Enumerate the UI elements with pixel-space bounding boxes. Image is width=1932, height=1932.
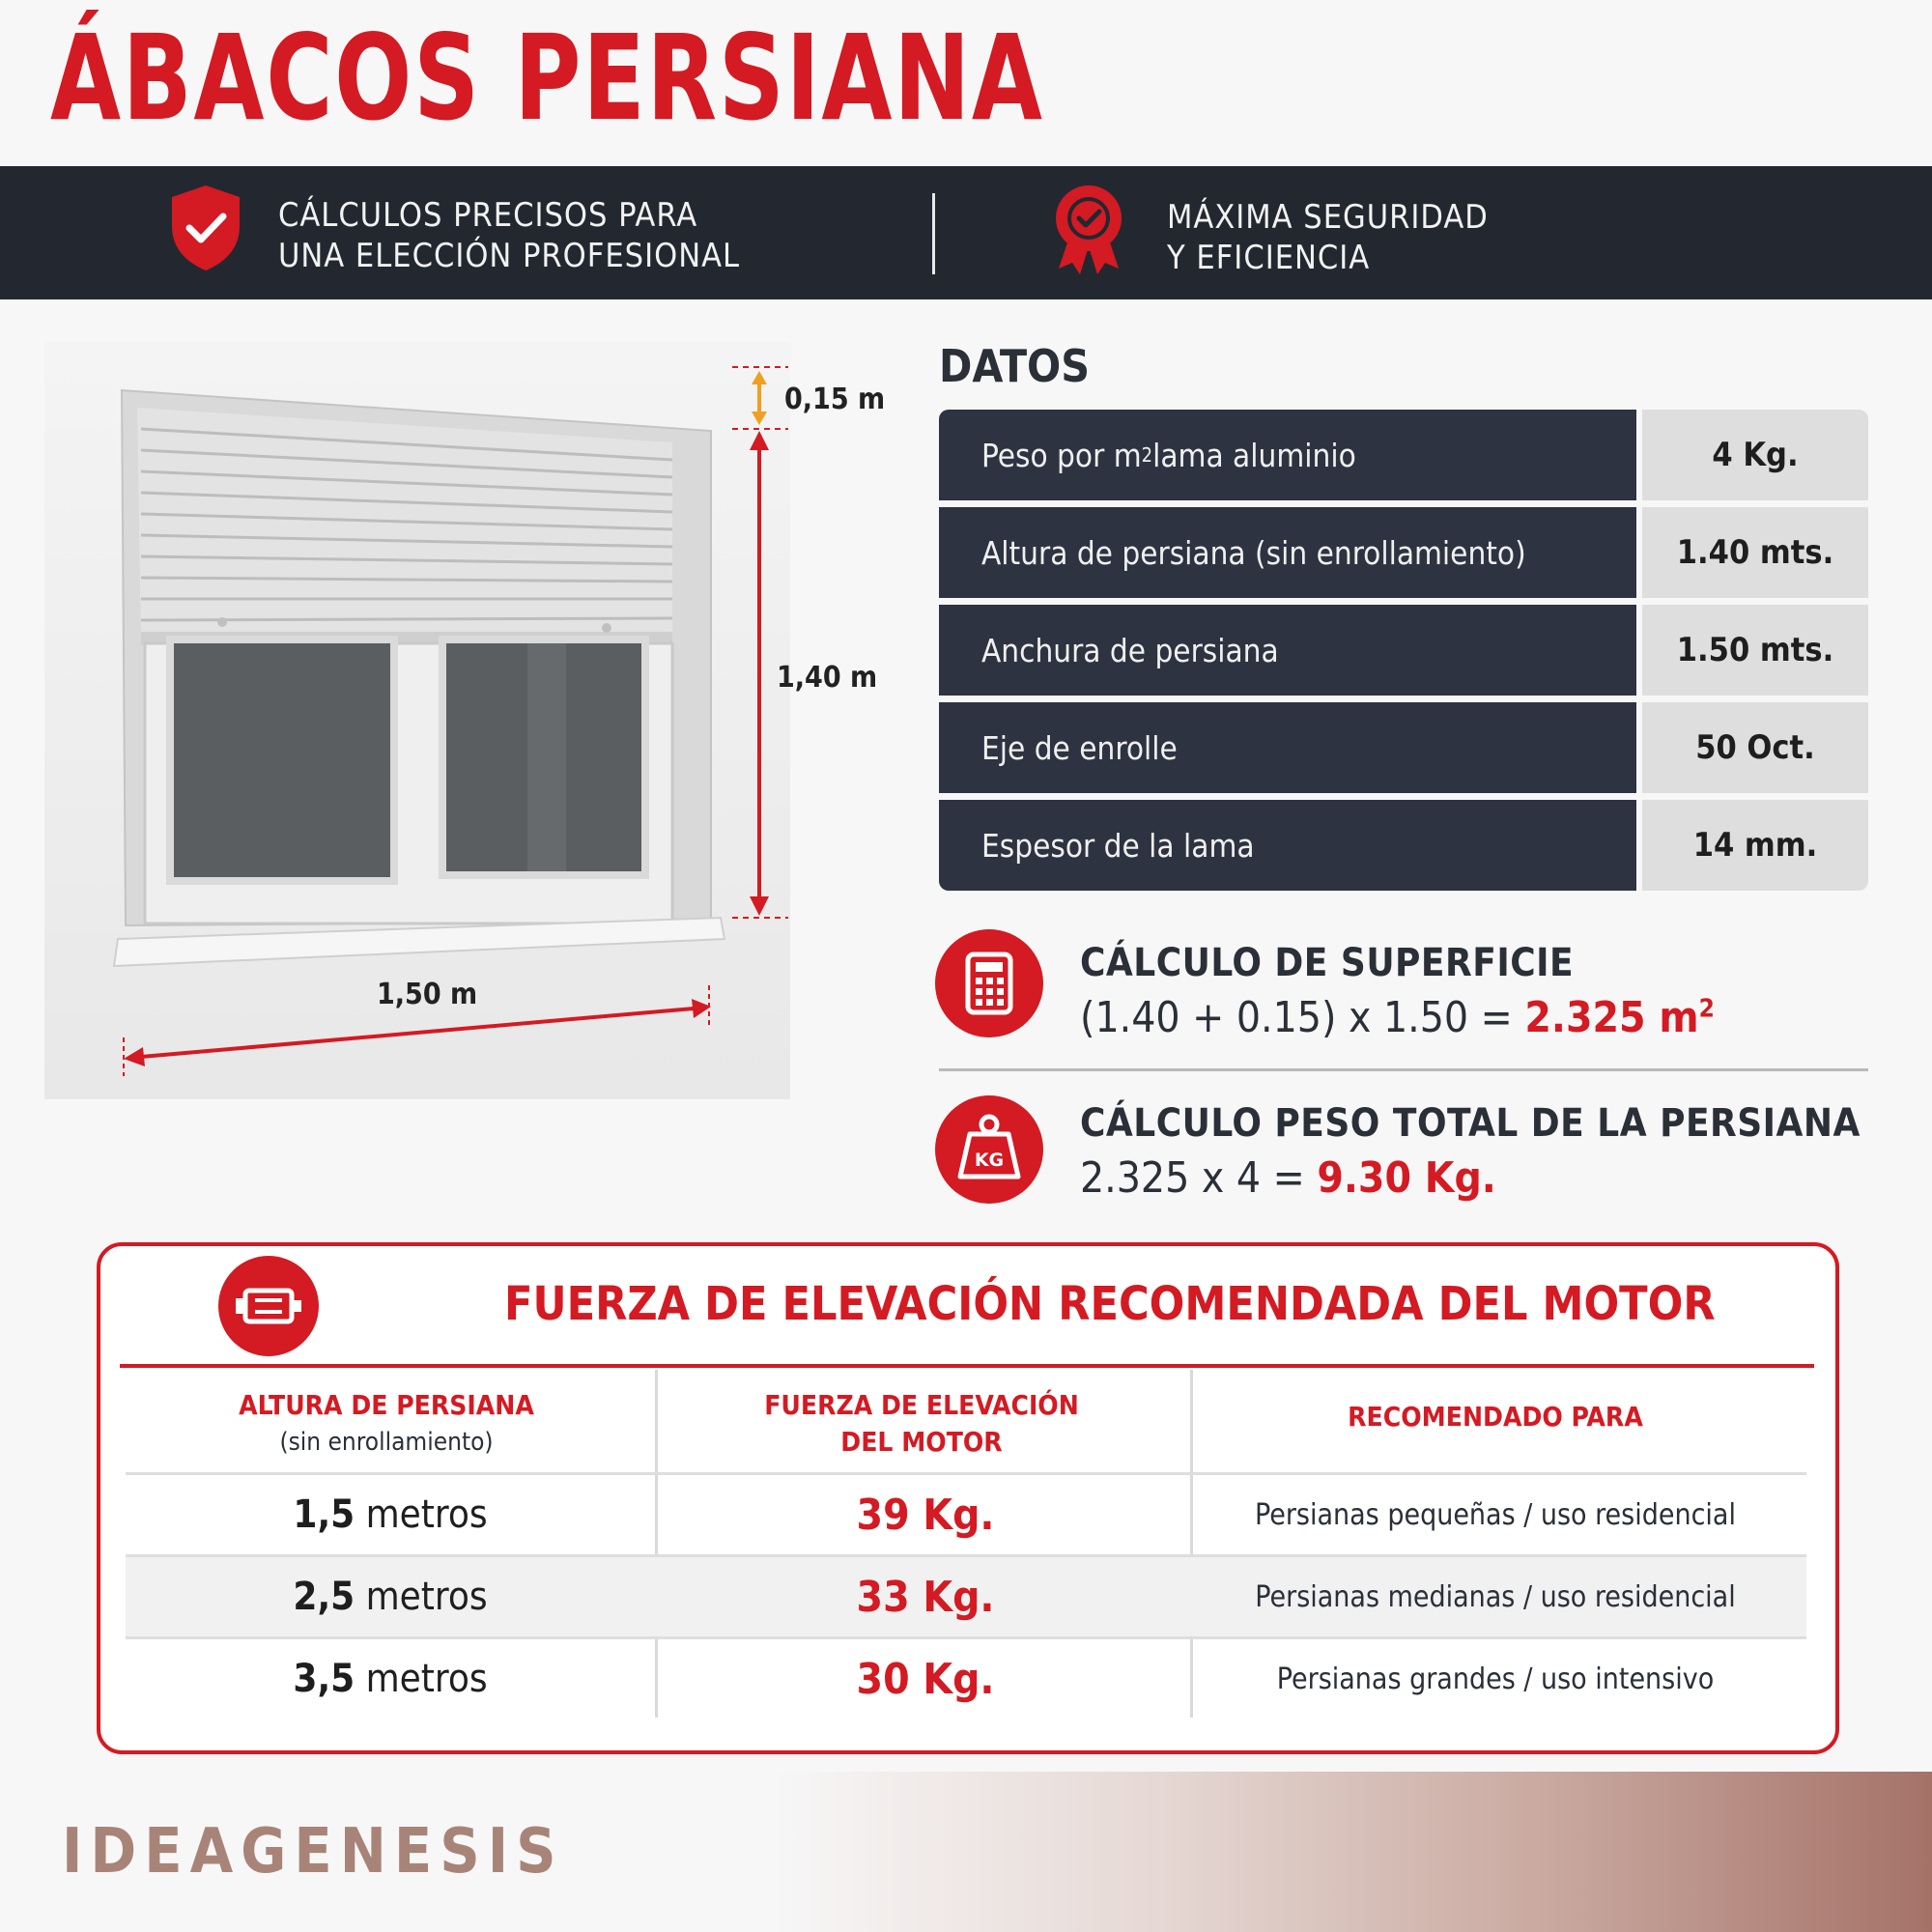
datos-row-value: 14 mm. [1642, 800, 1868, 891]
column-divider [1190, 1370, 1193, 1718]
height-number: 1,5 [293, 1492, 355, 1537]
award-ribbon-icon [1051, 184, 1126, 276]
banner-right-line1: MÁXIMA SEGURIDAD [1167, 198, 1489, 237]
width-dimension-label: 1,50 m [377, 978, 478, 1011]
datos-row-label [939, 410, 1636, 500]
datos-row-value: 50 Oct. [1642, 702, 1868, 793]
page-title: ÁBACOS PERSIANA [50, 10, 1044, 147]
height-number: 2,5 [293, 1575, 355, 1619]
banner-divider [932, 193, 935, 274]
height-number: 3,5 [293, 1657, 355, 1701]
height-unit: metros [355, 1657, 488, 1701]
col-header-recomendado: RECOMENDADO PARA [1348, 1401, 1643, 1433]
col-header-fuerza-line1: FUERZA DE ELEVACIÓN [764, 1389, 1079, 1421]
banner-left-text [278, 195, 740, 276]
datos-row-label-text: Peso por m [981, 436, 1142, 474]
table-row-force: 39 Kg. [856, 1490, 995, 1540]
col-header-altura-line2: (sin enrollamiento) [279, 1428, 494, 1457]
calc-peso-heading: CÁLCULO PESO TOTAL DE LA PERSIANA [1080, 1101, 1861, 1146]
table-row-force: 33 Kg. [856, 1572, 995, 1622]
shield-check-icon [168, 184, 243, 272]
datos-row-label: Altura de persiana (sin enrollamiento) [939, 507, 1636, 598]
banner-right-text [1167, 197, 1489, 278]
table-row-use: Persianas grandes / uso intensivo [1276, 1662, 1715, 1696]
motor-title-rule [120, 1364, 1814, 1368]
table-row-height [126, 1639, 655, 1719]
table-row-height [126, 1557, 655, 1636]
calculator-icon [935, 929, 1043, 1037]
datos-row-label: Espesor de la lama [939, 800, 1636, 891]
brand-logo: IDEAGENESIS [62, 1816, 564, 1888]
motor-icon [218, 1256, 319, 1356]
datos-row-label: Anchura de persiana [939, 605, 1636, 696]
table-row-use: Persianas pequeñas / uso residencial [1255, 1497, 1736, 1532]
kg-icon-text: KG [974, 1150, 1005, 1171]
datos-title: DATOS [939, 340, 1091, 392]
weight-kg-icon [935, 1095, 1043, 1204]
col-header-altura [126, 1387, 647, 1461]
datos-row-value: 1.50 mts. [1642, 605, 1868, 696]
height-dimension-label: 1,40 m [777, 661, 878, 695]
calc-peso-formula: 2.325 x 4 = [1080, 1153, 1318, 1203]
calc-superficie-result: 2.325 m [1524, 993, 1699, 1042]
motor-title: FUERZA DE ELEVACIÓN RECOMENDADA DEL MOTOR [504, 1277, 1716, 1331]
height-unit: metros [355, 1492, 488, 1537]
banner-right-line2: Y EFICIENCIA [1167, 239, 1371, 277]
top-dimension-label: 0,15 m [784, 383, 886, 416]
banner-left-line2: UNA ELECCIÓN PROFESIONAL [278, 237, 741, 275]
datos-row-value: 4 Kg. [1642, 410, 1868, 500]
calc-peso-line [1080, 1153, 1496, 1203]
calc-superficie-result-sup: 2 [1698, 994, 1715, 1024]
table-row-use: Persianas medianas / uso residencial [1255, 1579, 1736, 1614]
height-unit: metros [355, 1575, 488, 1619]
datos-row-label: Eje de enrolle [939, 702, 1636, 793]
section-separator [939, 1068, 1868, 1071]
datos-row-label-text-post: lama aluminio [1152, 436, 1356, 474]
calc-peso-result: 9.30 Kg. [1317, 1153, 1496, 1203]
table-row-height [126, 1475, 655, 1554]
calc-superficie-formula: (1.40 + 0.15) x 1.50 = [1080, 993, 1525, 1042]
table-row-force: 30 Kg. [856, 1654, 995, 1704]
datos-row-value: 1.40 mts. [1642, 507, 1868, 598]
col-header-fuerza-line2: DEL MOTOR [840, 1426, 1003, 1458]
banner-left-line1: CÁLCULOS PRECISOS PARA [278, 196, 698, 235]
calc-superficie-line [1080, 993, 1715, 1042]
calc-superficie-heading: CÁLCULO DE SUPERFICIE [1080, 941, 1575, 985]
superscript-two: 2 [1141, 443, 1153, 467]
col-header-altura-line1: ALTURA DE PERSIANA [239, 1389, 534, 1421]
col-header-fuerza [661, 1387, 1182, 1461]
column-divider [655, 1370, 658, 1718]
